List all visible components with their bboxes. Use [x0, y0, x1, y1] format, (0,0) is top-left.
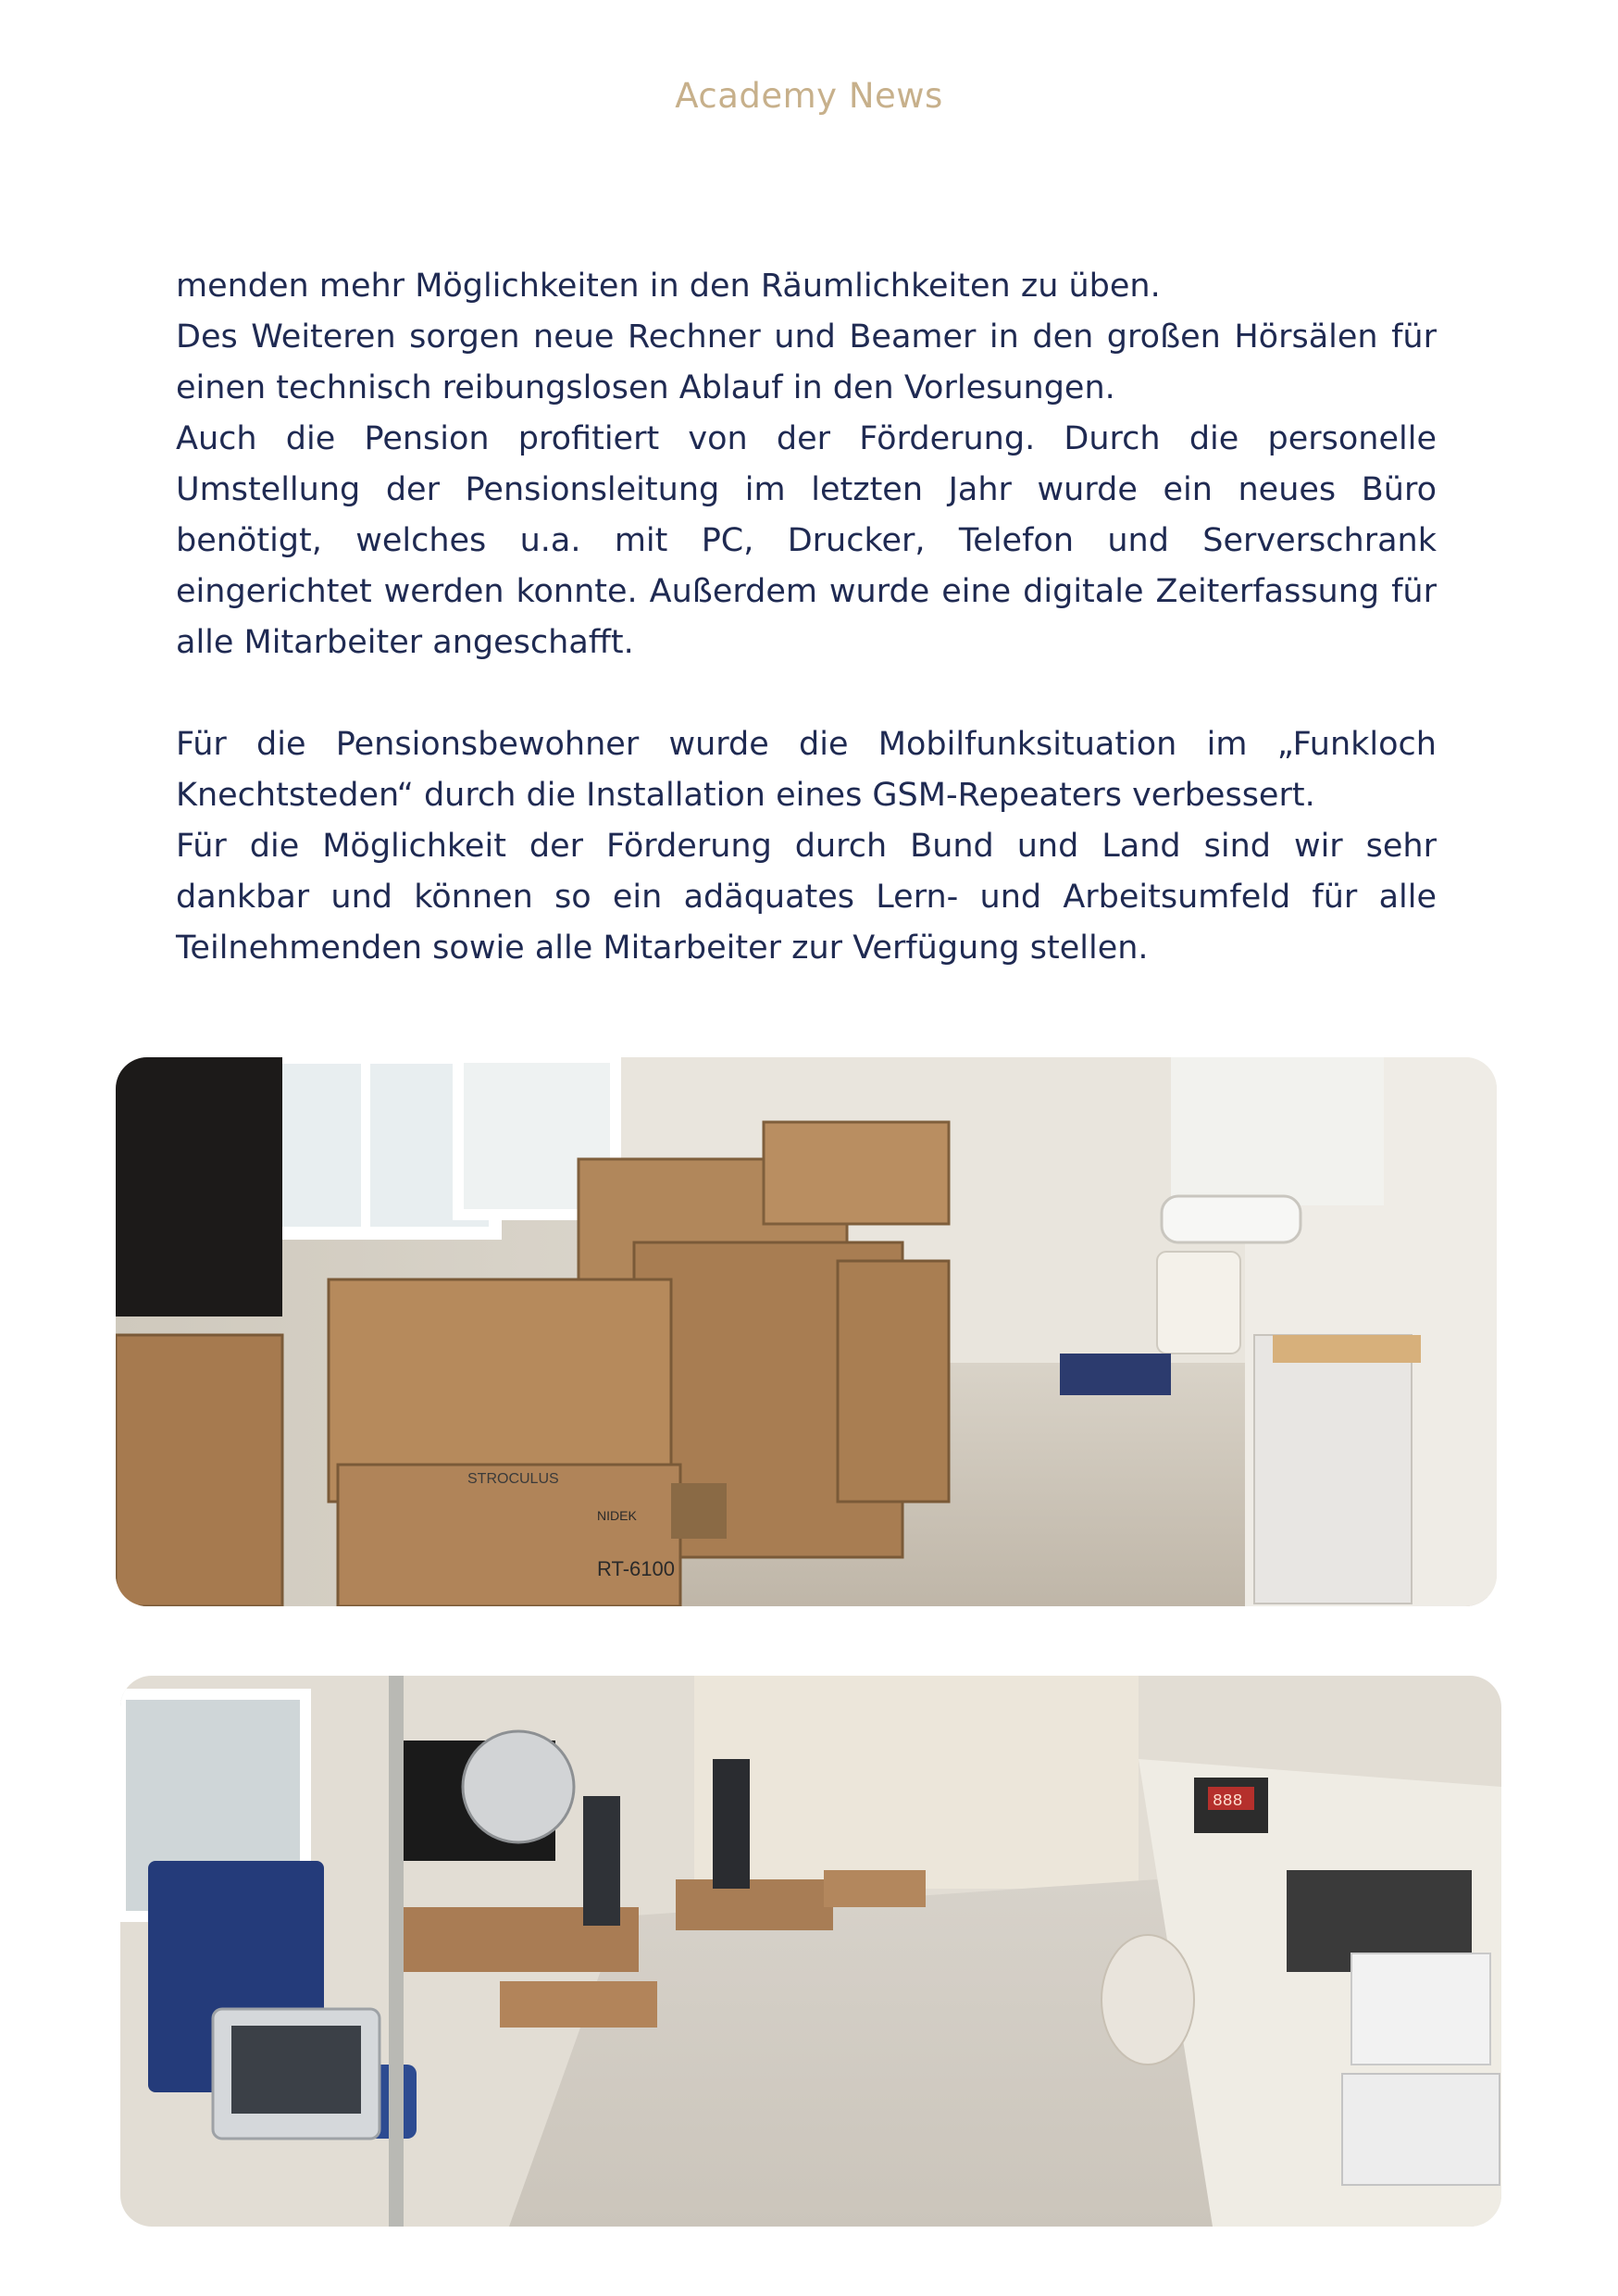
- box-label: STROCULUS: [467, 1471, 559, 1487]
- paragraph: Des Weiteren sorgen neue Rechner und Beamer in den großen Hörsälen für einen technisch reibungslosen Ablauf in den Vorlesungen.: [176, 318, 1437, 406]
- box-label: NIDEK: [597, 1508, 637, 1523]
- photo-optometry-lab: [120, 1676, 1501, 2227]
- photo-lab-illustration: [120, 1676, 1501, 2227]
- paragraph: Auch die Pension profitiert von der Förderung. Durch die personelle Umstellung der Pensionsleitung im letzten Jahr wurde ein neues Büro benötigt, welches u.a. mit PC, Drucker, Telefon und Serverschrank eingerichtet werden konnte. Außerdem wurde eine digitale Zeiterfassung für alle Mitarbeiter angeschafft.: [176, 420, 1437, 661]
- device-display: 888: [1213, 1792, 1243, 1811]
- box-label: RT-6100: [597, 1557, 675, 1580]
- paragraph: Für die Möglichkeit der Förderung durch Bund und Land sind wir sehr dankbar und können so ein adäquates Lern- und Arbeitsumfeld für alle Teilnehmenden sowie alle Mitarbeiter zur Verfügung stellen.: [176, 828, 1437, 967]
- page-header: Academy News: [675, 76, 943, 116]
- photo-boxes-illustration: [116, 1057, 1497, 1606]
- photo-boxes-office: [116, 1057, 1497, 1606]
- paragraph: Für die Pensionsbewohner wurde die Mobilfunksituation im „Funkloch Knechtsteden“ durch die Installation eines GSM-Repeaters verbessert.: [176, 726, 1437, 814]
- paragraph: menden mehr Möglichkeiten in den Räumlichkeiten zu üben.: [176, 268, 1161, 305]
- article-body: [176, 261, 1437, 974]
